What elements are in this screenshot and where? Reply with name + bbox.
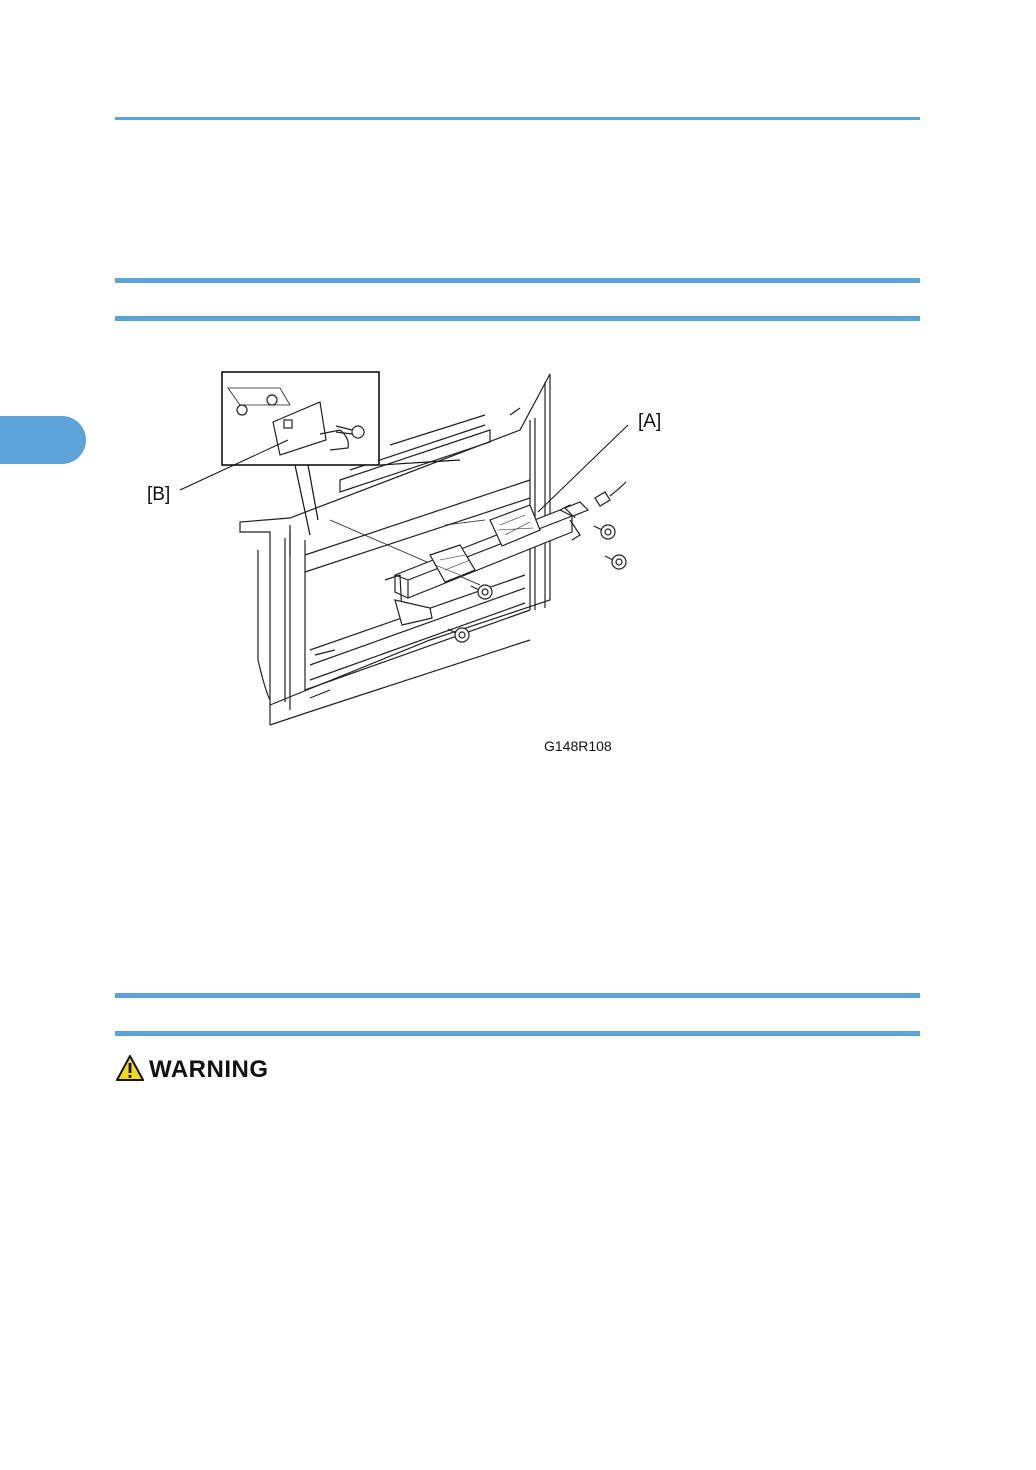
fan-assembly-illustration [140, 360, 680, 760]
machine-drawing [140, 360, 680, 760]
section-heading-rule-bottom [115, 316, 920, 321]
warning-banner [115, 1055, 269, 1085]
callout-label-a: [A] [638, 411, 662, 432]
warning-triangle-icon [115, 1054, 145, 1087]
section-heading-rule-top [115, 278, 920, 283]
section-heading-rule-top-2 [115, 993, 920, 998]
warning-label: WARNING [149, 1056, 269, 1083]
callout-label-b: [B] [147, 484, 171, 505]
connector-icon [565, 482, 626, 516]
leader-line-a [538, 425, 628, 512]
header-rule [115, 117, 920, 120]
section-heading-rule-bottom-2 [115, 1031, 920, 1036]
fan-bracket [385, 505, 580, 625]
figure-code: G148R108 [544, 738, 612, 754]
chapter-tab [0, 416, 86, 464]
